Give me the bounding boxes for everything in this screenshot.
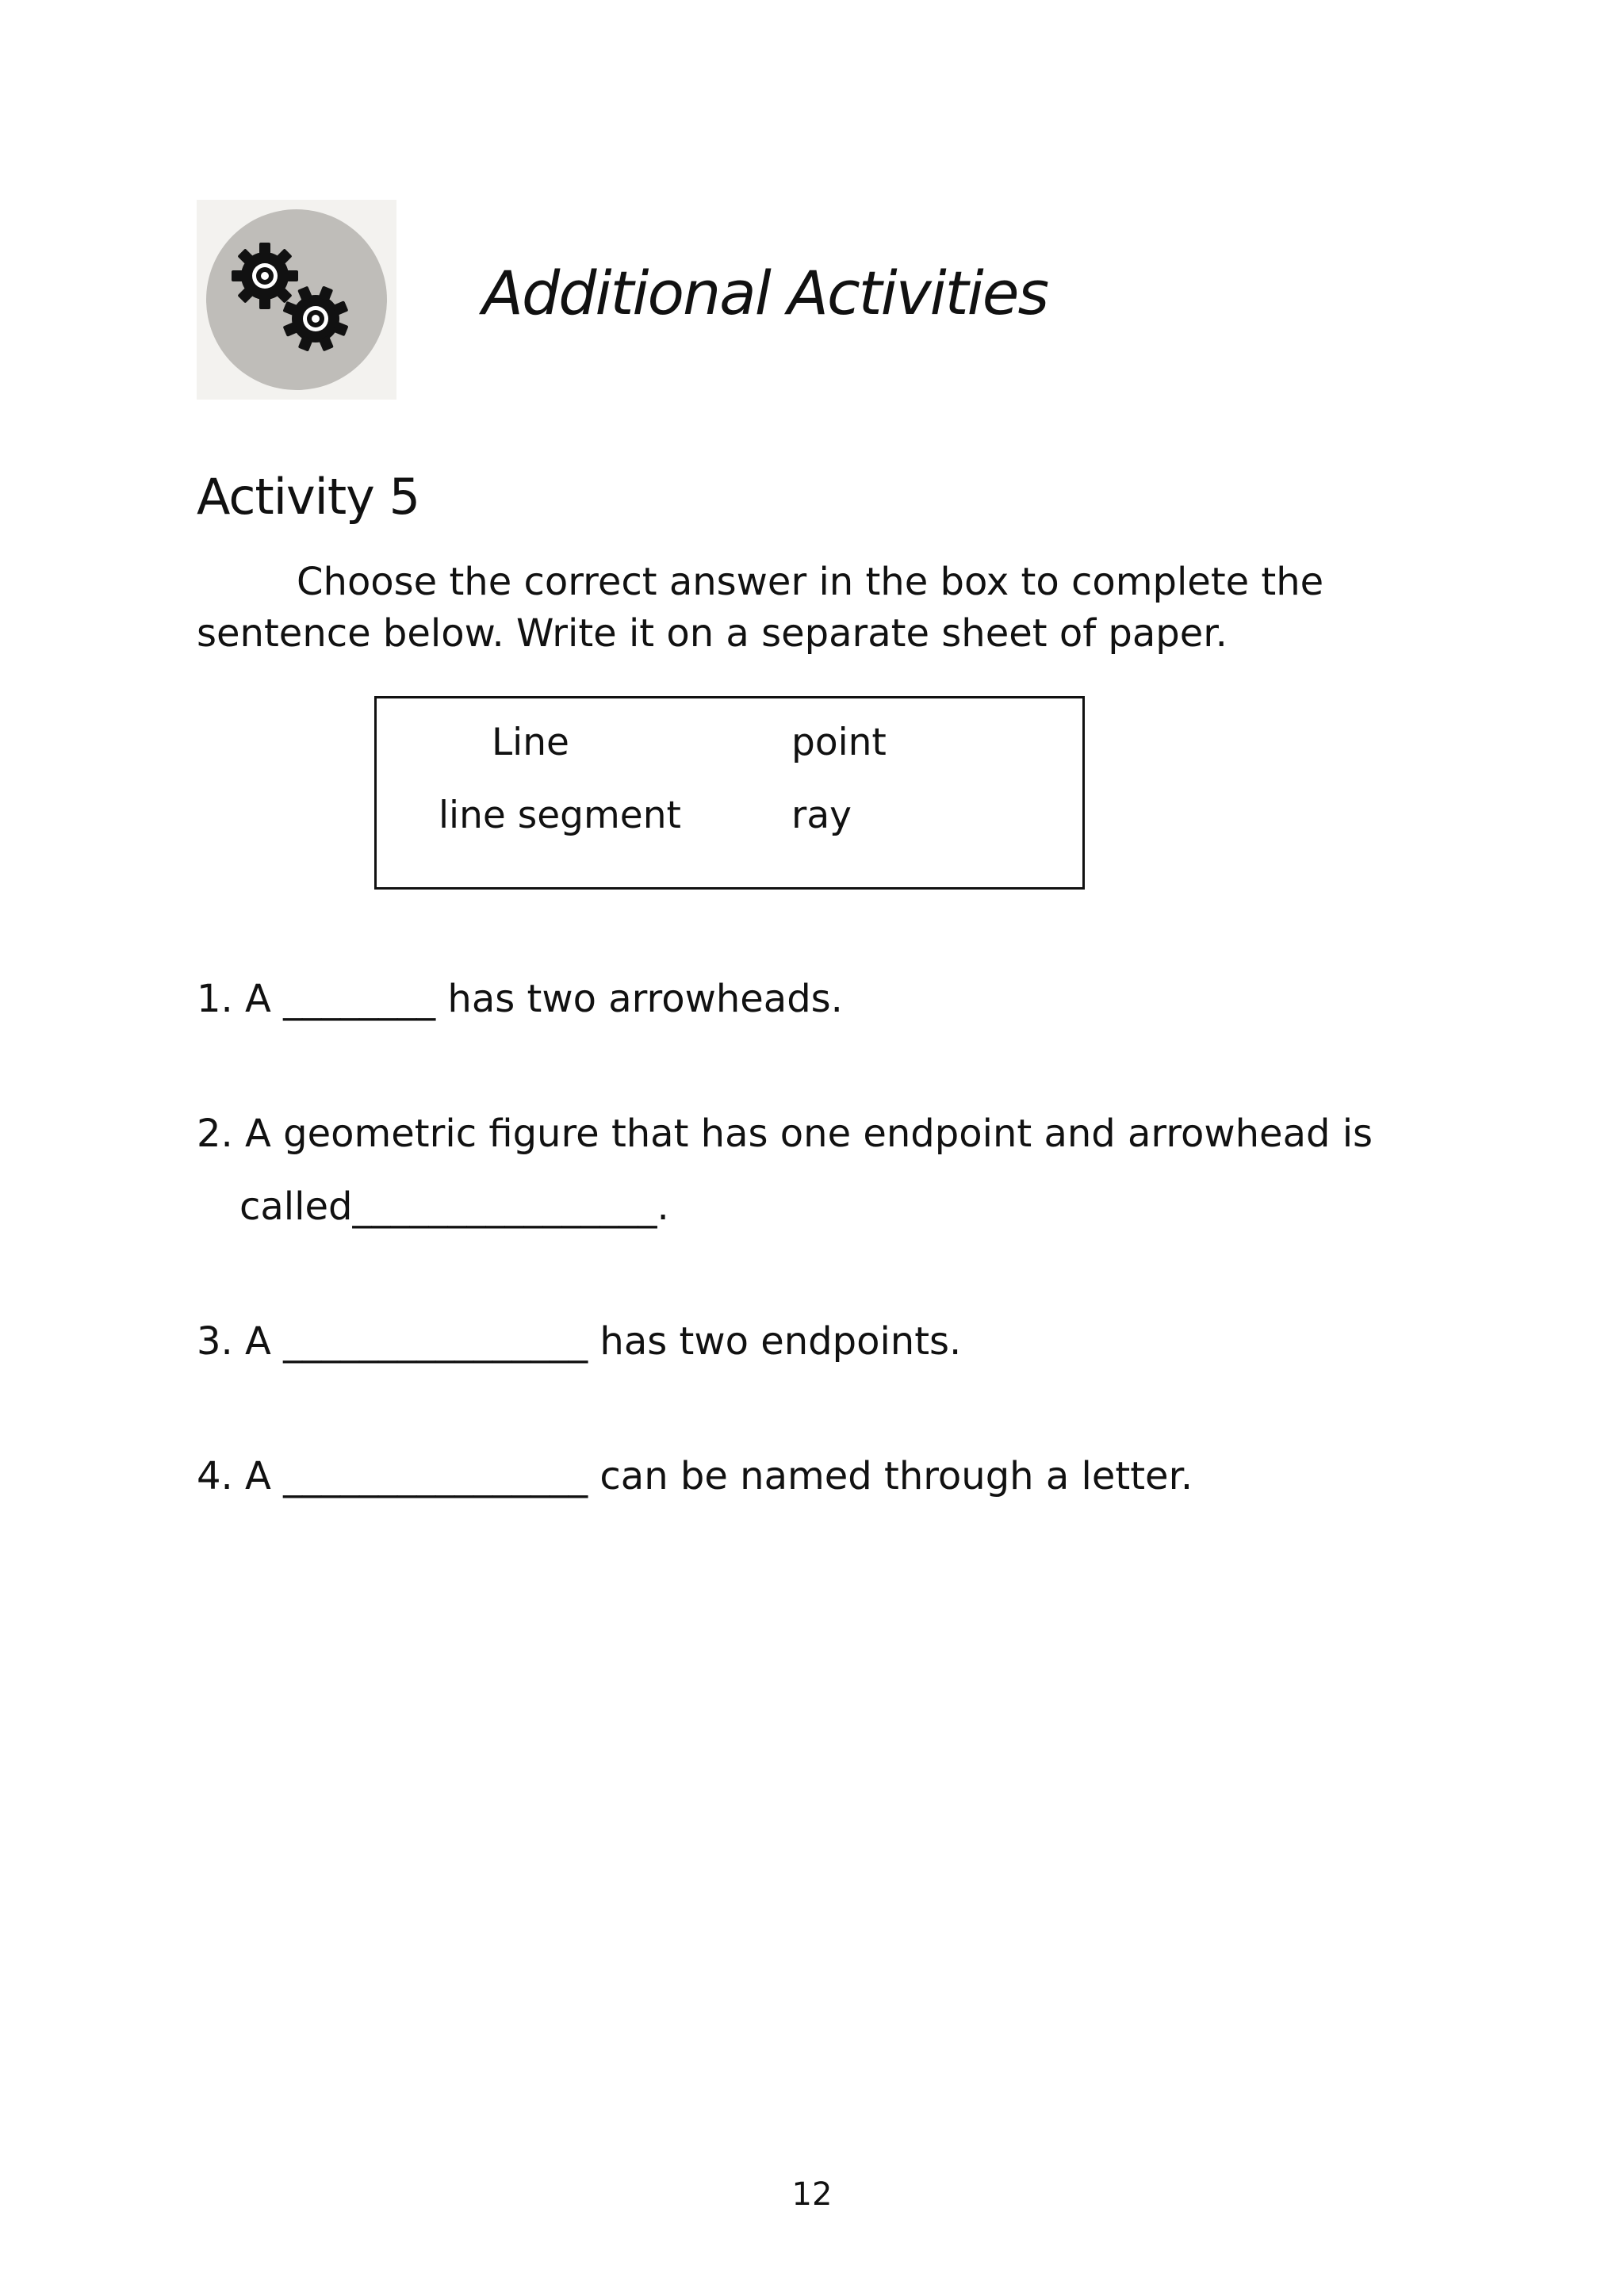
gears-icon — [197, 200, 396, 400]
answer-choices-box — [374, 696, 1085, 890]
page-number: 12 — [791, 2176, 833, 2213]
instructions — [197, 557, 1386, 660]
section-title: Additional Activities — [482, 258, 1048, 328]
question-4: 4. A ________________ can be named through a letter. — [197, 1454, 1193, 1498]
question-2: 2. A geometric figure that has one endpoint and arrowhead is — [197, 1112, 1373, 1156]
question-3: 3. A ________________ has two endpoints. — [197, 1319, 962, 1364]
question-1: 1. A ________ has two arrowheads. — [197, 977, 843, 1021]
activity-title: Activity 5 — [197, 468, 420, 526]
choice-point: point — [791, 721, 887, 764]
instructions-line-1: Choose the correct answer in the box to complete the — [297, 560, 1324, 604]
choice-line-segment: line segment — [439, 794, 681, 837]
choice-line: Line — [492, 721, 569, 764]
question-2-continued: called________________. — [239, 1184, 669, 1229]
choice-ray: ray — [791, 794, 852, 837]
instructions-line-2: sentence below. Write it on a separate sheet of paper. — [197, 611, 1228, 656]
